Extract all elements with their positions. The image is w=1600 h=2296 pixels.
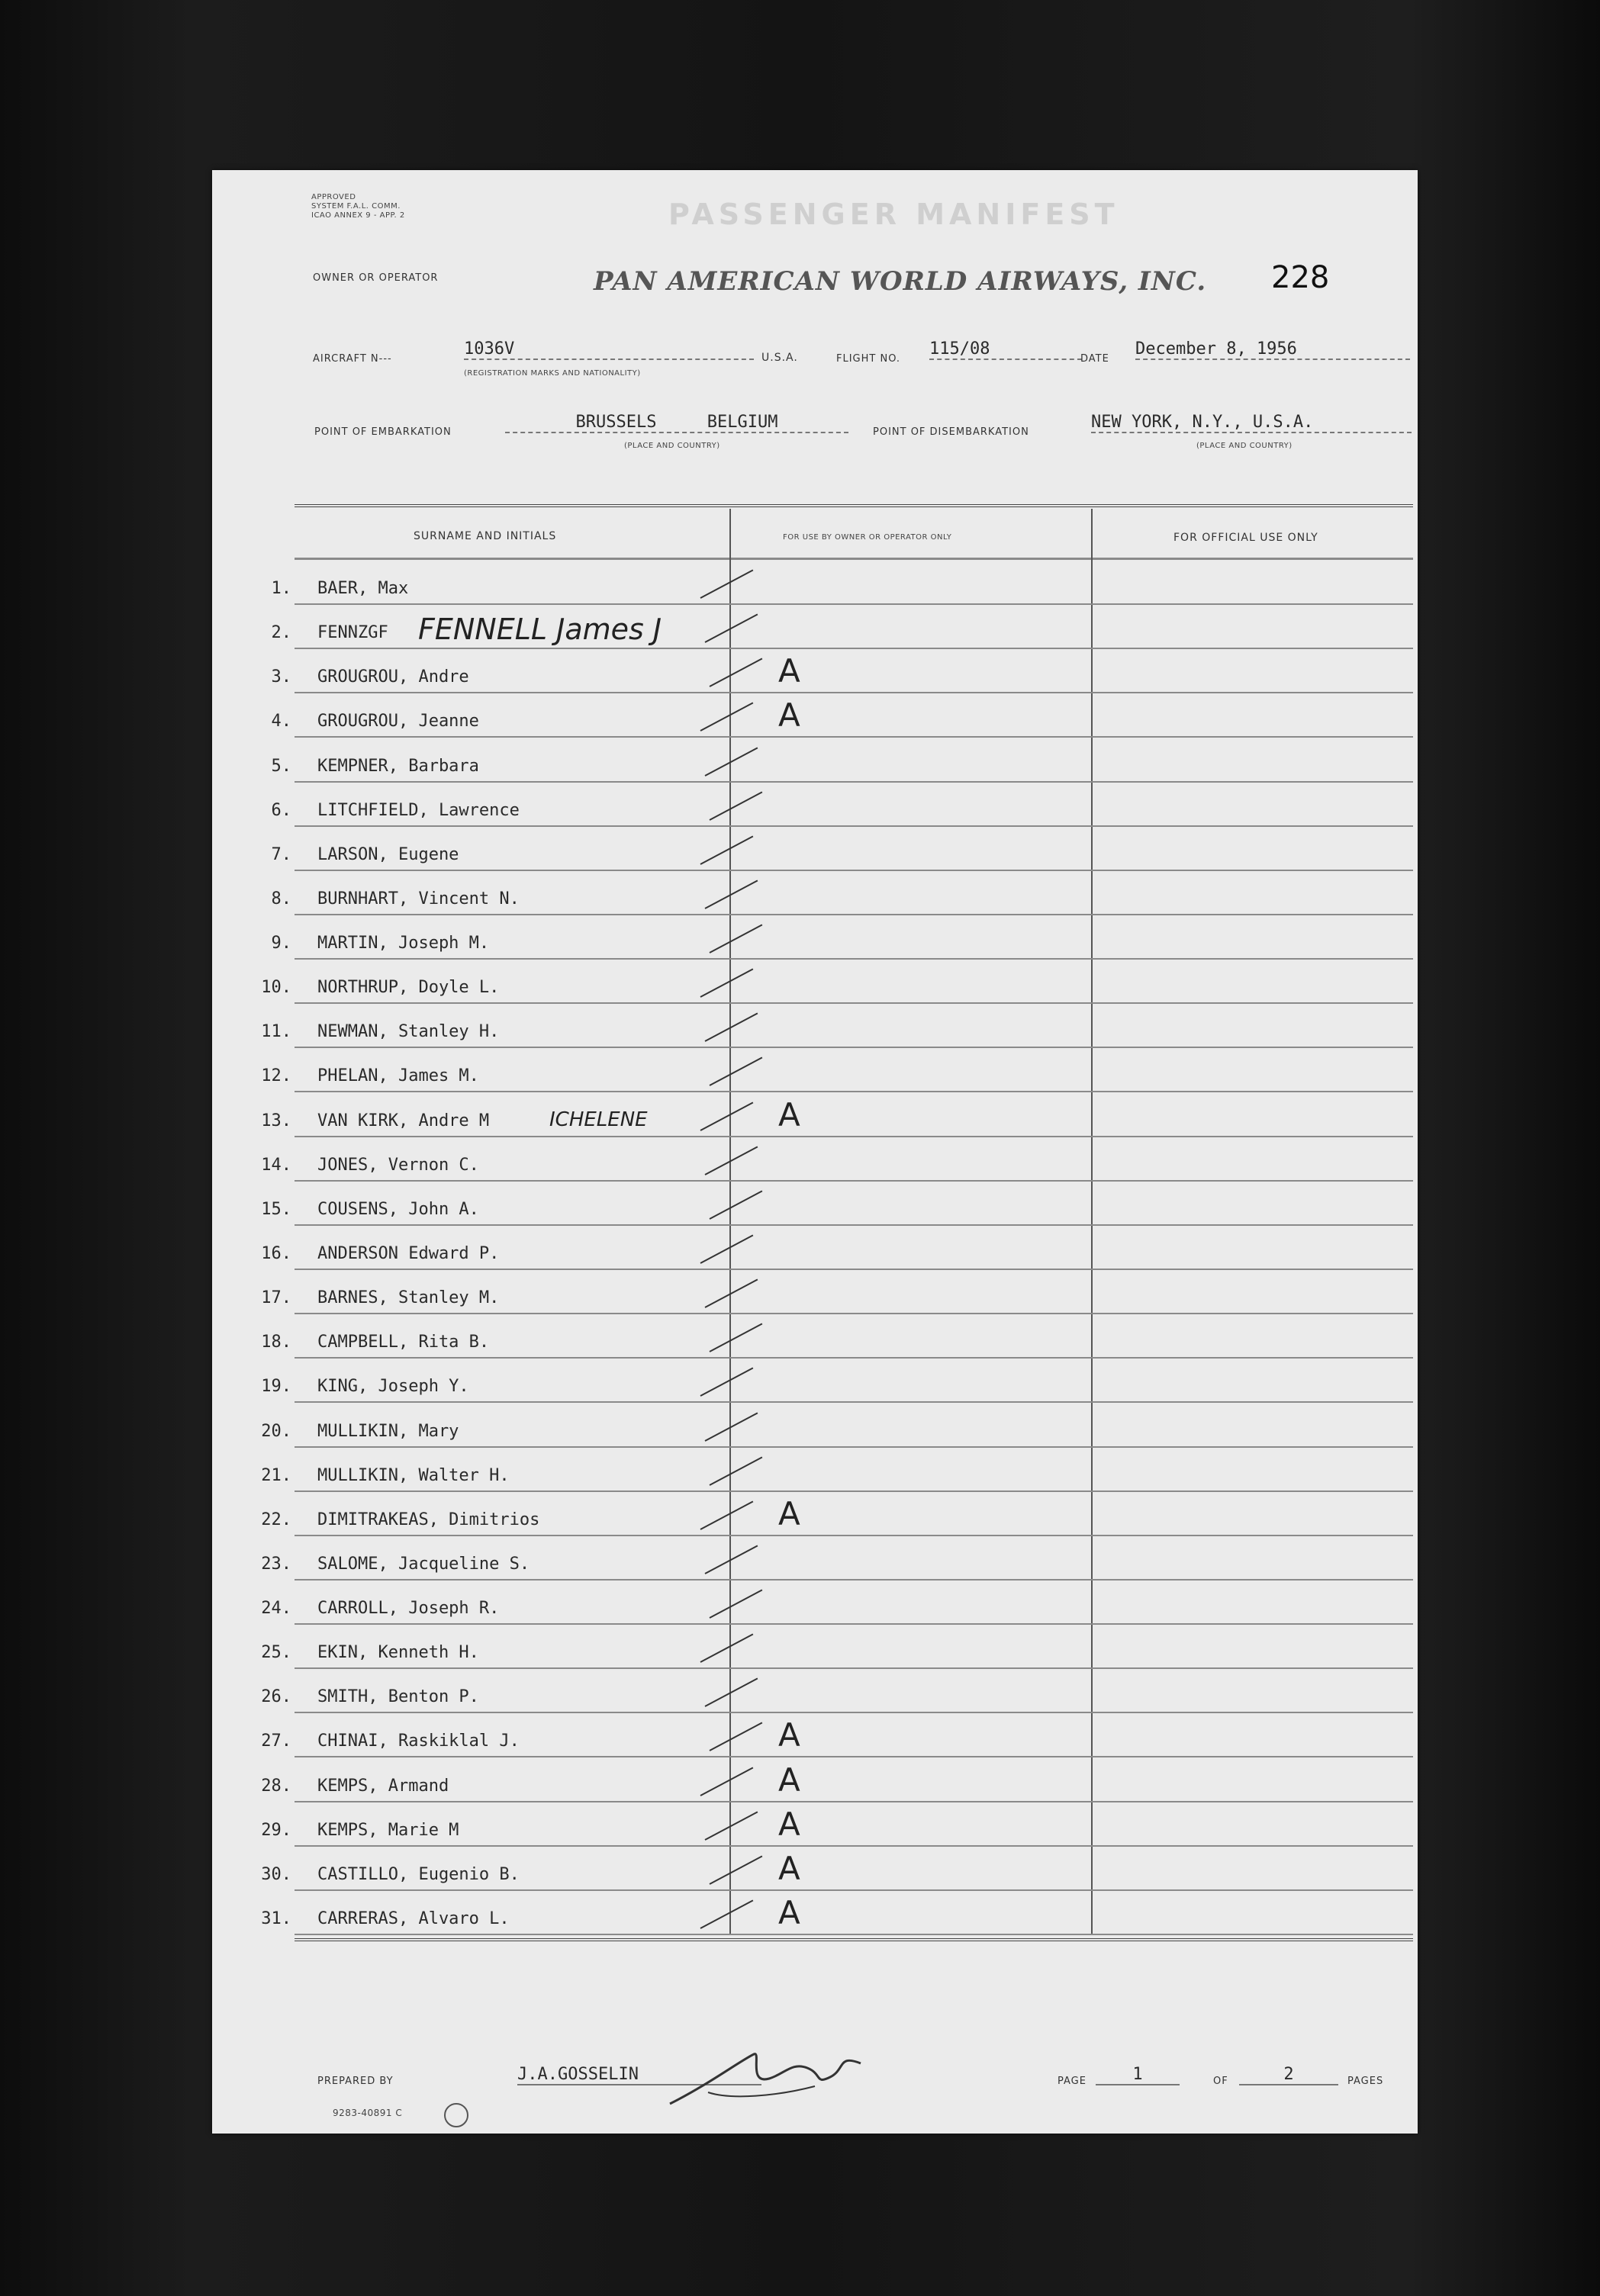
owner-use-mark: A [778,1761,800,1799]
passenger-name: KEMPS, Armand [317,1777,449,1796]
passenger-name: CARROLL, Joseph R. [317,1599,500,1618]
passenger-name: DIMITRAKEAS, Dimitrios [317,1510,540,1529]
passenger-name: CAMPBELL, Rita B. [317,1333,490,1352]
check-mark [700,1633,754,1662]
passenger-name: GROUGROU, Jeanne [317,712,479,731]
passenger-number: 4. [271,712,291,731]
passenger-name: BAER, Max [317,579,409,598]
embarkation-caption: (PLACE AND COUNTRY) [624,442,720,450]
passenger-number: 5. [271,757,291,776]
row-rule [295,781,1413,783]
row-rule [295,1579,1413,1581]
row-rule [295,1313,1413,1314]
check-mark [700,1500,754,1529]
check-mark [700,1899,754,1928]
passenger-number: 7. [271,845,291,864]
row-rule [295,1756,1413,1757]
passenger-number: 31. [261,1909,291,1928]
row-rule [295,648,1413,649]
row-rule [295,825,1413,827]
disembarkation-label: POINT OF DISEMBARKATION [873,426,1029,438]
check-mark [710,1190,763,1219]
passenger-number: 16. [261,1244,291,1263]
passenger-name: CASTILLO, Eugenio B. [317,1865,520,1884]
of-value: 2 [1239,2065,1338,2085]
check-mark [705,1545,758,1574]
form-code: 9283-40891 C [333,2108,403,2118]
row-rule [295,1224,1413,1226]
passenger-name: BARNES, Stanley M. [317,1288,500,1307]
passenger-name: SMITH, Benton P. [317,1687,479,1706]
passenger-name: CARRERAS, Alvaro L. [317,1909,510,1928]
row-rule [295,1180,1413,1182]
check-mark [710,1722,763,1751]
owner-use-mark: A [778,1806,800,1843]
check-mark [700,1101,754,1130]
row-rule [295,1047,1413,1048]
passenger-name: NORTHRUP, Doyle L. [317,978,500,997]
passenger-number: 13. [261,1111,291,1130]
passenger-number: 11. [261,1022,291,1041]
registration-caption: (REGISTRATION MARKS AND NATIONALITY) [464,369,641,378]
signature [662,2031,884,2115]
owner-value: PAN AMERICAN WORLD AIRWAYS, INC. [594,266,1207,297]
date-value: December 8, 1956 [1135,339,1410,360]
page-label: PAGE [1058,2076,1087,2087]
row-rule [295,1269,1413,1270]
passenger-number: 22. [261,1510,291,1529]
check-mark [710,1589,763,1618]
passenger-number: 8. [271,889,291,908]
check-mark [700,1367,754,1396]
embarkation-label: POINT OF EMBARKATION [314,426,452,438]
row-rule [295,914,1413,915]
disembarkation-caption: (PLACE AND COUNTRY) [1196,442,1293,450]
check-mark [710,791,763,820]
row-rule [295,1357,1413,1359]
row-rule [295,1667,1413,1669]
check-mark [705,1677,758,1706]
owner-use-mark: A [778,696,800,734]
passenger-number: 24. [261,1599,291,1618]
row-rule [295,1845,1413,1847]
passenger-number: 30. [261,1865,291,1884]
row-rule [295,1446,1413,1448]
passenger-name: KING, Joseph Y. [317,1377,469,1396]
passenger-number: 1. [271,579,291,598]
check-mark [710,1056,763,1085]
printer-seal-icon [444,2103,468,2127]
passenger-name: GROUGROU, Andre [317,667,469,687]
of-label: OF [1213,2076,1228,2087]
check-mark [705,1146,758,1175]
passenger-name: ANDERSON Edward P. [317,1244,500,1263]
owner-use-mark: A [778,1495,800,1532]
handwritten-correction: ICHELENE [549,1108,648,1131]
row-rule [295,1623,1413,1625]
prepared-by-value: J.A.GOSSELIN [517,2065,761,2085]
passenger-number: 25. [261,1643,291,1662]
passenger-name: MULLIKIN, Mary [317,1422,459,1441]
table-header-rule [295,558,1413,560]
row-rule [295,1002,1413,1004]
row-rule [295,958,1413,960]
owner-use-mark: A [778,652,800,690]
owner-use-mark: A [778,1894,800,1931]
aircraft-label: AIRCRAFT N--- [313,353,392,365]
check-mark [710,1855,763,1884]
passenger-number: 18. [261,1333,291,1352]
check-mark [705,879,758,908]
passenger-number: 9. [271,934,291,953]
passenger-name: NEWMAN, Stanley H. [317,1022,500,1041]
column-divider-left [729,509,731,1935]
manifest-sheet [212,170,1418,2134]
passenger-number: 23. [261,1555,291,1574]
table-top-rule [295,504,1413,507]
passenger-name: EKIN, Kenneth H. [317,1643,479,1662]
form-approval-line: ICAO ANNEX 9 - APP. 2 [311,211,405,220]
page-title: PASSENGER MANIFEST [668,198,1119,231]
row-rule [295,603,1413,605]
passenger-number: 12. [261,1066,291,1085]
pages-label: PAGES [1347,2076,1384,2087]
row-rule [295,1091,1413,1092]
date-label: DATE [1080,353,1109,365]
passenger-name: CHINAI, Raskiklal J. [317,1732,520,1751]
check-mark [710,658,763,687]
passenger-number: 6. [271,801,291,820]
passenger-number: 19. [261,1377,291,1396]
owner-use-mark: A [778,1096,800,1134]
check-mark [700,1234,754,1263]
passenger-name: BURNHART, Vincent N. [317,889,520,908]
check-mark [705,613,758,642]
owner-label: OWNER OR OPERATOR [313,272,439,284]
row-rule [295,1490,1413,1492]
passenger-number: 29. [261,1821,291,1840]
check-mark [705,1012,758,1041]
form-approval-line: APPROVED [311,193,356,201]
owner-use-mark: A [778,1716,800,1754]
check-mark [700,835,754,864]
check-mark [705,1412,758,1441]
passenger-name: PHELAN, James M. [317,1066,479,1085]
check-mark [710,1323,763,1352]
passenger-name: KEMPNER, Barbara [317,757,479,776]
handwritten-correction: FENNELL James J [418,613,662,646]
column-divider-right [1091,509,1093,1935]
table-bottom-rule [295,1938,1413,1941]
passenger-number: 17. [261,1288,291,1307]
passenger-name: MULLIKIN, Walter H. [317,1466,510,1485]
passenger-number: 3. [271,667,291,687]
usa-label: U.S.A. [761,352,798,364]
row-rule [295,1889,1413,1891]
check-mark [710,924,763,953]
passenger-number: 27. [261,1732,291,1751]
column-header-official-use: FOR OFFICIAL USE ONLY [1173,532,1318,544]
column-header-surname: SURNAME AND INITIALS [414,530,557,542]
column-header-owner-use: FOR USE BY OWNER OR OPERATOR ONLY [783,533,952,542]
flight-value: 115/08 [929,339,1082,360]
row-rule [295,1934,1413,1935]
check-mark [705,747,758,776]
page-value: 1 [1096,2065,1180,2085]
flight-label: FLIGHT NO. [836,353,901,365]
check-mark [705,1811,758,1840]
passenger-name: FENNZGF [317,623,388,642]
check-mark [700,968,754,997]
row-rule [295,1801,1413,1802]
passenger-number: 20. [261,1422,291,1441]
row-rule [295,870,1413,871]
aircraft-value: 1036V [464,339,754,360]
row-rule [295,736,1413,738]
check-mark [700,702,754,731]
row-rule [295,1712,1413,1713]
row-rule [295,1136,1413,1137]
row-rule [295,1401,1413,1403]
prepared-by-label: PREPARED BY [317,2076,394,2087]
check-mark [705,1278,758,1307]
check-mark [710,1456,763,1485]
form-approval-block [311,193,405,220]
page-number: 228 [1271,260,1330,295]
passenger-name: LITCHFIELD, Lawrence [317,801,520,820]
disembarkation-value: NEW YORK, N.Y., U.S.A. [1091,413,1412,433]
check-mark [700,1767,754,1796]
passenger-name: MARTIN, Joseph M. [317,934,490,953]
passenger-name: COUSENS, John A. [317,1200,479,1219]
passenger-number: 21. [261,1466,291,1485]
form-approval-line: SYSTEM F.A.L. COMM. [311,202,401,211]
passenger-number: 28. [261,1777,291,1796]
passenger-number: 2. [271,623,291,642]
passenger-number: 14. [261,1156,291,1175]
row-rule [295,692,1413,693]
passenger-name: VAN KIRK, Andre M [317,1111,490,1130]
row-rule [295,1535,1413,1536]
passenger-name: KEMPS, Marie M [317,1821,459,1840]
embarkation-value: BRUSSELS BELGIUM [505,413,848,433]
check-mark [700,569,754,598]
passenger-number: 26. [261,1687,291,1706]
passenger-number: 15. [261,1200,291,1219]
passenger-name: LARSON, Eugene [317,845,459,864]
passenger-name: JONES, Vernon C. [317,1156,479,1175]
passenger-number: 10. [261,978,291,997]
owner-use-mark: A [778,1850,800,1887]
passenger-name: SALOME, Jacqueline S. [317,1555,530,1574]
